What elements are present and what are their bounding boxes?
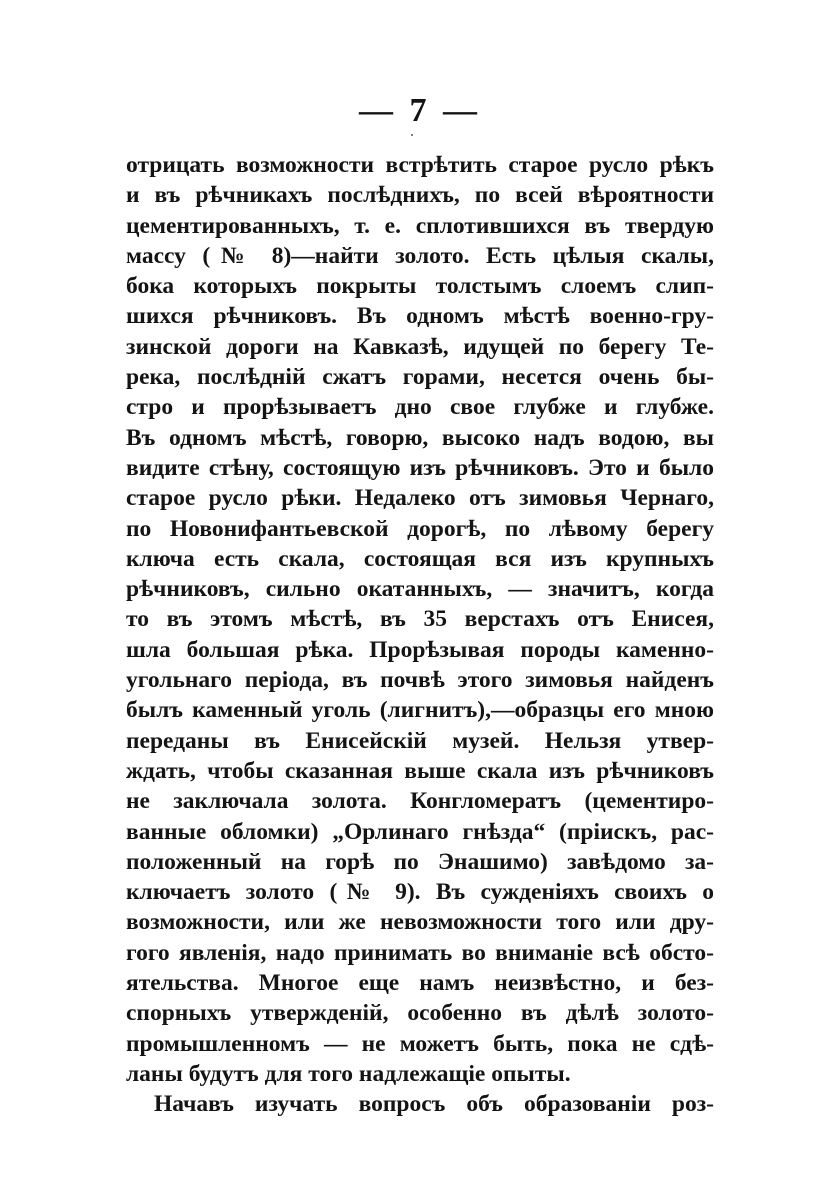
text-line: зинской дороги на Кавказѣ, идущей по берегу Те- [126,333,714,360]
text-line: не заключала золота. Конгломератъ (цементиро- [126,788,714,815]
text-line: промышленномъ — не можетъ быть, пока не сдѣ- [126,1030,714,1057]
text-line: гого явленія, надо принимать во вниманіе всѣ обсто- [126,939,714,966]
text-line: шла большая рѣка. Прорѣзывая породы каменно- [126,636,714,663]
text-line: ключа есть скала, состоящая вся изъ крупныхъ [126,545,714,572]
text-line: возможности, или же невозможности того или дру- [126,909,714,936]
body-text [126,150,714,1120]
text-line: шихся рѣчниковъ. Въ одномъ мѣстѣ военно-гру- [126,303,714,330]
text-line: видите стѣну, состоящую изъ рѣчниковъ. Это и было [126,454,714,481]
text-line: стро и прорѣзываетъ дно свое глубже и глубже. [126,394,714,421]
page-number: — 7 — [359,92,481,129]
text-line: спорныхъ утвержденій, особенно въ дѣлѣ золото- [126,1000,714,1027]
text-line: ждать, чтобы сказанная выше скала изъ рѣчниковъ [126,757,714,784]
text-line: отрицать возможности встрѣтить старое русло рѣкъ [126,152,714,178]
print-speck [411,134,413,136]
text-line: река, послѣдній сжатъ горами, несется очень бы- [126,364,714,391]
text-line: переданы въ Енисейскій музей. Нельзя утвер- [126,727,714,754]
paragraph-end-line: ланы будутъ для того надлежащіе опыты. [126,1060,571,1087]
text-line: и въ рѣчникахъ послѣднихъ, по всей вѣроятности [126,182,714,209]
text-line: положенный на горѣ по Энашимо) завѣдомо за- [126,848,714,875]
text-line: бока которыхъ покрыты толстымъ слоемъ слип- [126,273,714,300]
text-line: ключаетъ золото (№ 9). Въ сужденіяхъ своихъ о [126,879,714,906]
text-line: ванные обломки) „Орлинаго гнѣзда“ (пріискъ, рас- [126,818,714,845]
text-line: по Новонифантьевской дорогѣ, по лѣвому берегу [126,515,714,542]
text-line: массу (№ 8)—найти золото. Есть цѣлыя скалы, [126,242,714,269]
text-line: угольнаго періода, въ почвѣ этого зимовья найденъ [126,667,714,694]
text-line: ятельства. Многое еще намъ неизвѣстно, и без- [126,970,714,997]
text-line: старое русло рѣки. Недалеко отъ зимовья Чернаго, [126,485,714,512]
text-line: то въ этомъ мѣстѣ, въ 35 верстахъ отъ Енисея, [126,606,714,633]
paragraph-start-line: Начавъ изучать вопросъ объ образованіи роз- [154,1091,714,1118]
text-line: Въ одномъ мѣстѣ, говорю, высоко надъ водою, вы [126,424,714,451]
text-line: былъ каменный уголь (лигнитъ),—образцы его мною [126,697,714,724]
text-line: цементированныхъ, т. е. сплотившихся въ твердую [126,212,714,239]
text-line: рѣчниковъ, сильно окатанныхъ, — значитъ, когда [126,576,714,603]
